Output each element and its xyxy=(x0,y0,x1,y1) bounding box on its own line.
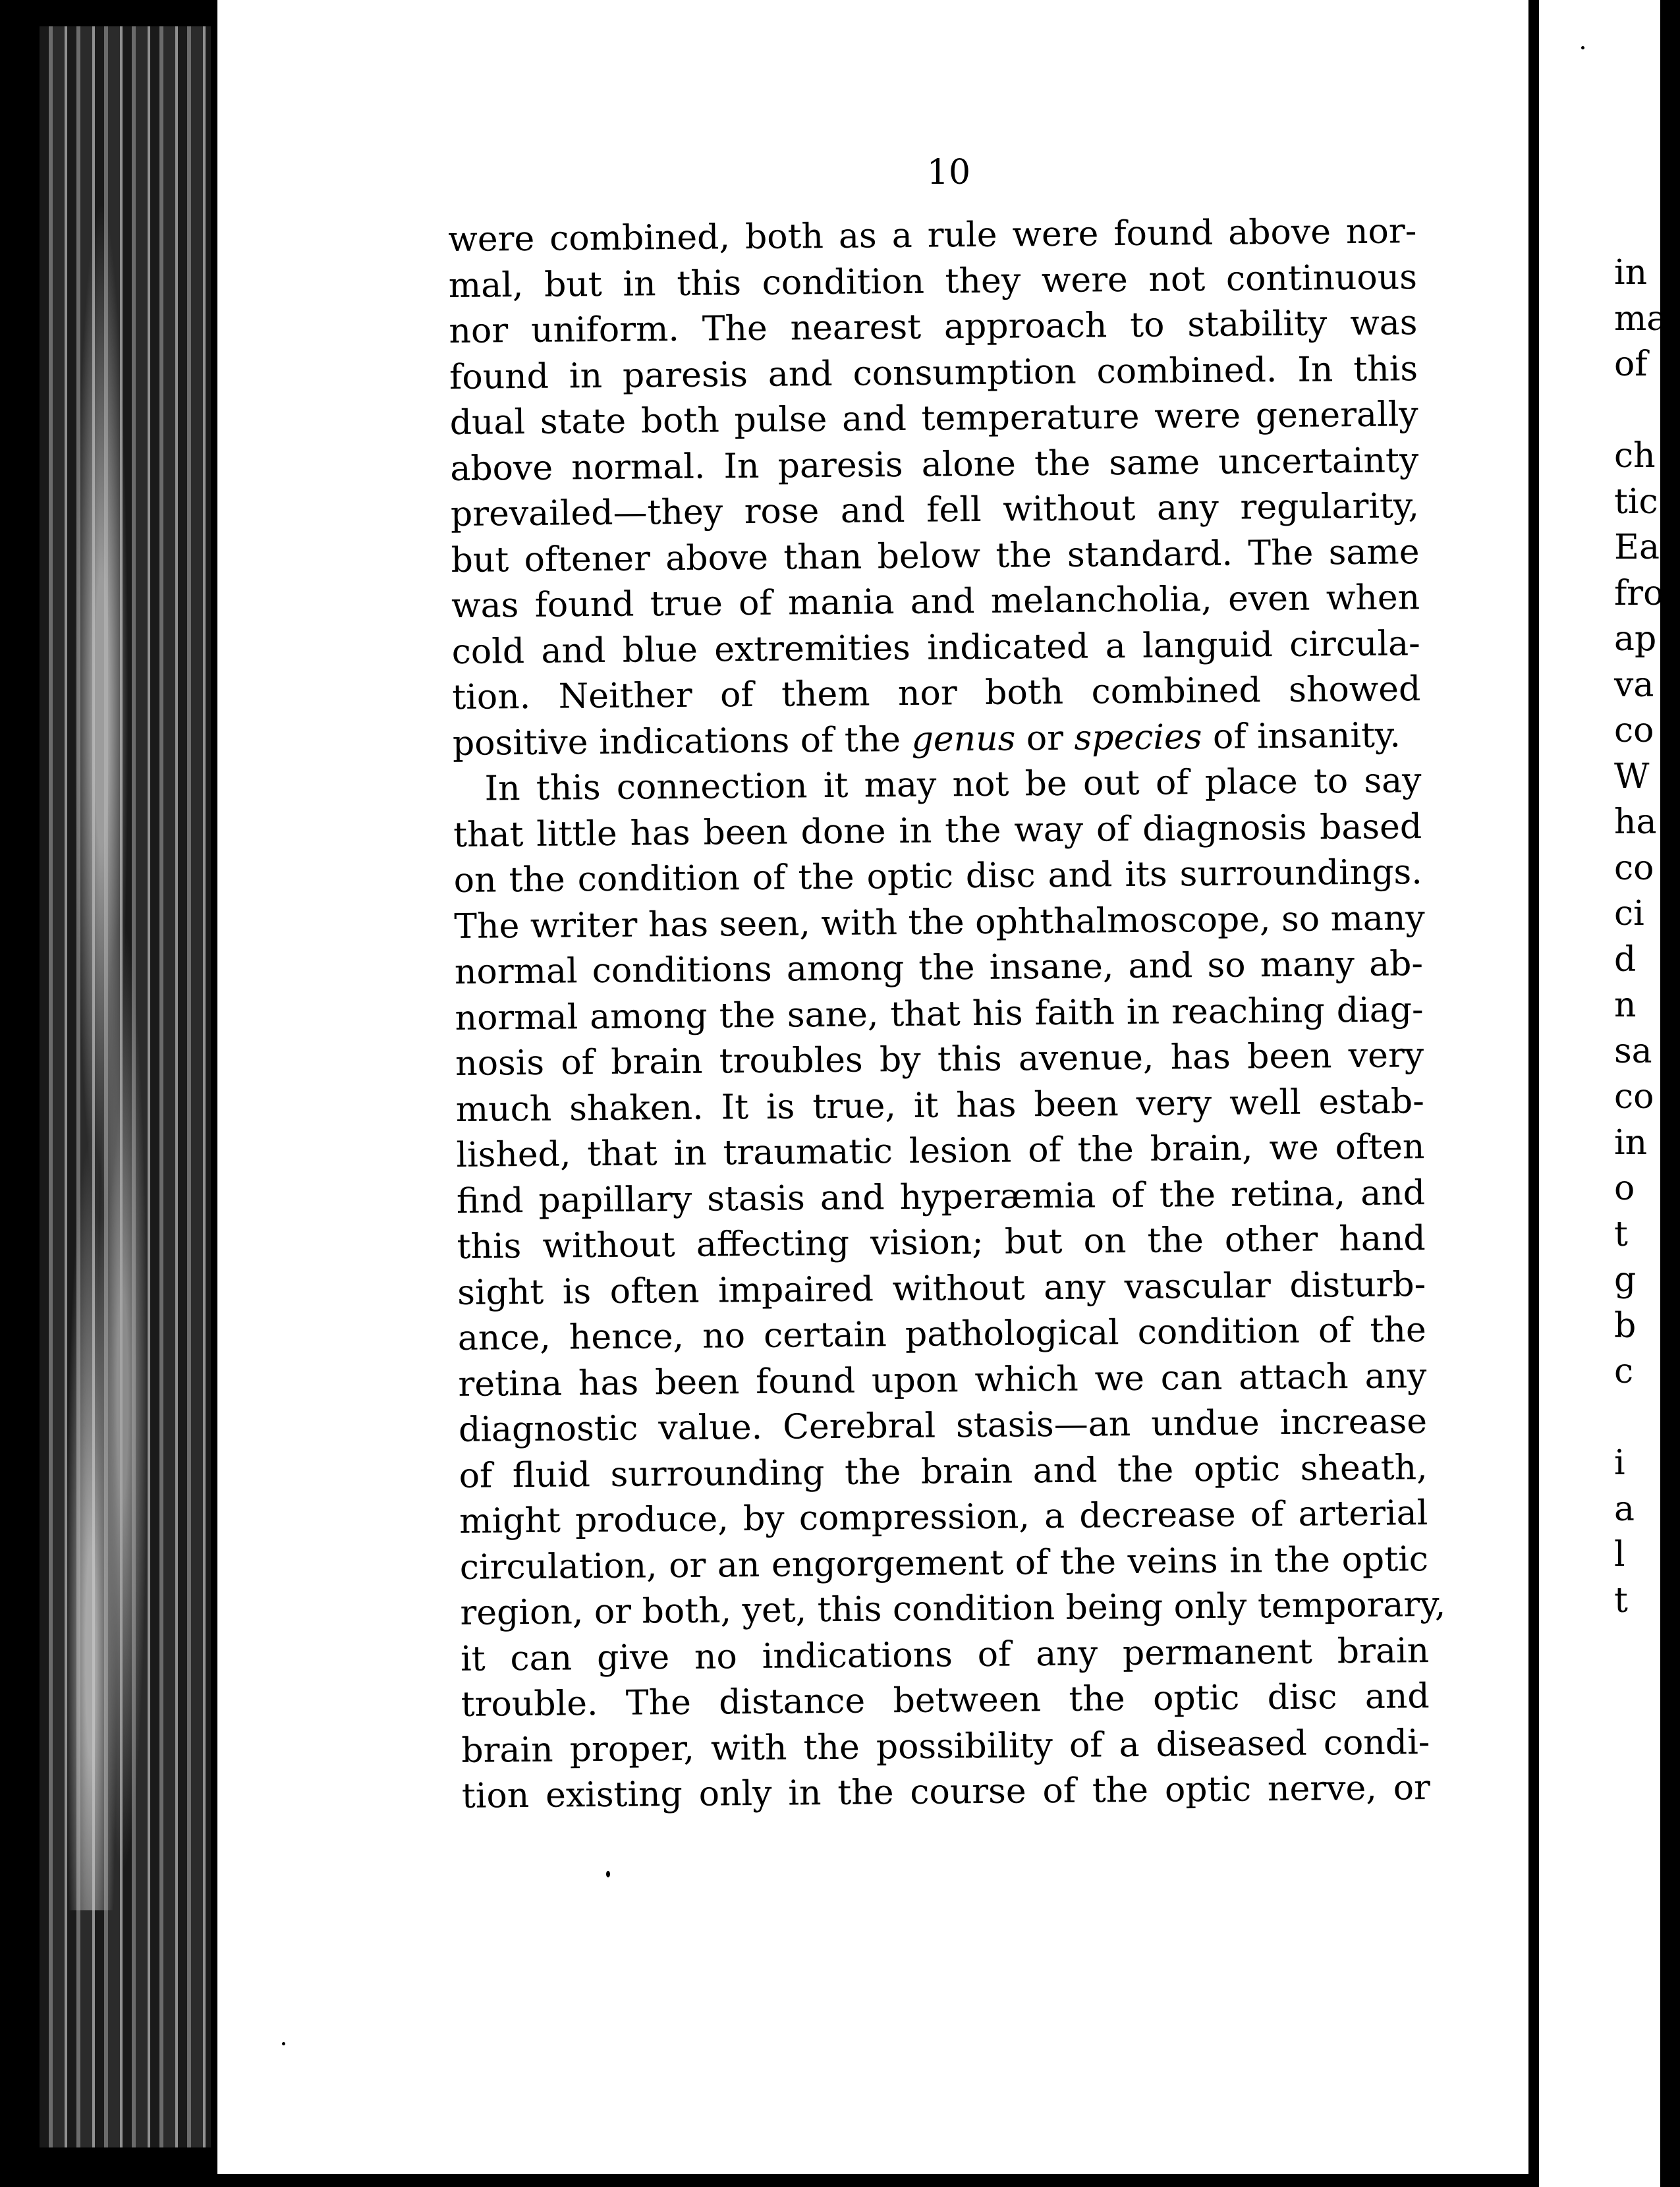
text-line: nor uniform. The nearest approach to stability was xyxy=(449,303,1418,351)
right-page-fragment: n xyxy=(1614,985,1637,1025)
right-page-fragment: va xyxy=(1614,665,1654,705)
right-page-fragment: ap xyxy=(1614,619,1657,659)
right-page-fragment: ha xyxy=(1614,802,1657,842)
text-line: was found true of mania and melancholia, even when xyxy=(451,578,1420,626)
right-page-fragment: tic xyxy=(1614,482,1658,522)
right-page-fragment xyxy=(1614,388,1680,434)
right-page-fragment: b xyxy=(1614,1306,1637,1346)
right-page-fragment: fro xyxy=(1614,573,1664,613)
right-page-fragment: co xyxy=(1614,711,1654,750)
right-page-fragment: co xyxy=(1614,848,1654,888)
print-speck xyxy=(282,2042,285,2045)
binding-texture xyxy=(59,198,165,1910)
text-line: tion. Neither of them nor both combined showed xyxy=(452,669,1421,717)
text-line: much shaken. It is true, it has been very well estab- xyxy=(455,1081,1425,1130)
text-line: on the condition of the optic disc and its surroundings. xyxy=(453,852,1422,900)
right-page-fragment: l xyxy=(1614,1535,1625,1574)
text-line: dual state both pulse and temperature were generally xyxy=(449,395,1418,443)
right-page-fragment: t xyxy=(1614,1214,1628,1254)
text-line: above normal. In paresis alone the same uncertainty xyxy=(450,440,1419,489)
text-line: retina has been found upon which we can attach any xyxy=(458,1356,1427,1404)
text-line: normal conditions among the insane, and so many ab- xyxy=(454,944,1424,992)
text-line: this without affecting vision; but on the other hand xyxy=(457,1219,1426,1267)
text-line: were combined, both as a rule were found above nor- xyxy=(448,211,1417,260)
page-number: 10 xyxy=(926,153,971,192)
text-line: prevailed—they rose and fell without any regularity, xyxy=(450,486,1420,534)
text-line: sight is often impaired without any vascular disturb- xyxy=(457,1264,1426,1313)
right-page-fragment: sa xyxy=(1614,1031,1652,1071)
page-gutter xyxy=(1528,0,1539,2187)
text-line: cold and blue extremities indicated a languid circula- xyxy=(451,623,1420,672)
text-line: circulation, or an engorgement of the veins in the optic xyxy=(459,1539,1429,1588)
print-speck xyxy=(606,1871,610,1877)
text-line: might produce, by compression, a decrease of arterial xyxy=(459,1493,1428,1541)
text-line: trouble. The distance between the optic disc and xyxy=(461,1676,1430,1725)
right-page-fragment: t xyxy=(1614,1580,1628,1620)
text-line: brain proper, with the possibility of a diseased condi- xyxy=(461,1722,1430,1771)
right-page-fragment: W xyxy=(1614,756,1650,796)
italic-term: genus xyxy=(911,719,1016,760)
right-page-fragment xyxy=(1614,1395,1680,1441)
right-page-fragment: o xyxy=(1614,1169,1635,1208)
right-page-fragment: a xyxy=(1614,1489,1635,1529)
text-line: region, or both, yet, this condition being only temporary, xyxy=(460,1584,1446,1633)
right-page-fragment: c xyxy=(1614,1352,1634,1391)
text-line: normal among the sane, that his faith in reaching diag- xyxy=(455,989,1424,1038)
text-line: diagnostic value. Cerebral stasis—an undue increase xyxy=(458,1402,1428,1450)
text-line: In this connection it may not be out of place to say xyxy=(484,761,1422,809)
text-line: found in paresis and consumption combined. In this xyxy=(449,348,1418,397)
text-line: of fluid surrounding the brain and the optic sheath, xyxy=(459,1447,1428,1496)
right-page-fragment: Ea xyxy=(1614,528,1660,567)
text-line: nosis of brain troubles by this avenue, has been very xyxy=(455,1036,1424,1084)
page-body-text xyxy=(448,209,1446,1819)
text-line: mal, but in this condition they were not continuous xyxy=(448,257,1418,306)
italic-term: species xyxy=(1074,717,1202,758)
right-page-fragment: co xyxy=(1614,1077,1654,1117)
text-line: The writer has seen, with the ophthalmoscope, so many xyxy=(454,898,1426,947)
right-page-fragment: in xyxy=(1614,1122,1648,1163)
right-page-fragment: ci xyxy=(1614,894,1644,933)
right-page-text-fragments xyxy=(1614,250,1680,1624)
text-line: that little has been done in the way of diagnosis based xyxy=(453,806,1422,855)
text-line: ance, hence, no certain pathological condition of the xyxy=(457,1310,1427,1358)
text-line: tion existing only in the course of the optic nerve, or xyxy=(461,1768,1431,1816)
right-page-fragment: i xyxy=(1614,1443,1625,1483)
text-line: find papillary stasis and hyperæmia of the retina, and xyxy=(456,1173,1426,1221)
right-page-fragment: of xyxy=(1614,345,1648,384)
right-page-fragment: ma xyxy=(1614,298,1667,339)
right-page-fragment: in xyxy=(1614,253,1648,292)
right-page-fragment: ch xyxy=(1614,436,1656,476)
text-line: it can give no indications of any permanent brain xyxy=(460,1630,1430,1679)
right-page-fragment: d xyxy=(1614,939,1637,980)
text-line: positive indications of the genus or species of insanity. xyxy=(452,715,1401,763)
text-line: but oftener above than below the standard. The same xyxy=(451,532,1420,580)
print-speck xyxy=(1581,46,1584,49)
right-page-fragment: g xyxy=(1614,1260,1637,1300)
text-line: lished, that in traumatic lesion of the brain, we often xyxy=(456,1127,1425,1175)
